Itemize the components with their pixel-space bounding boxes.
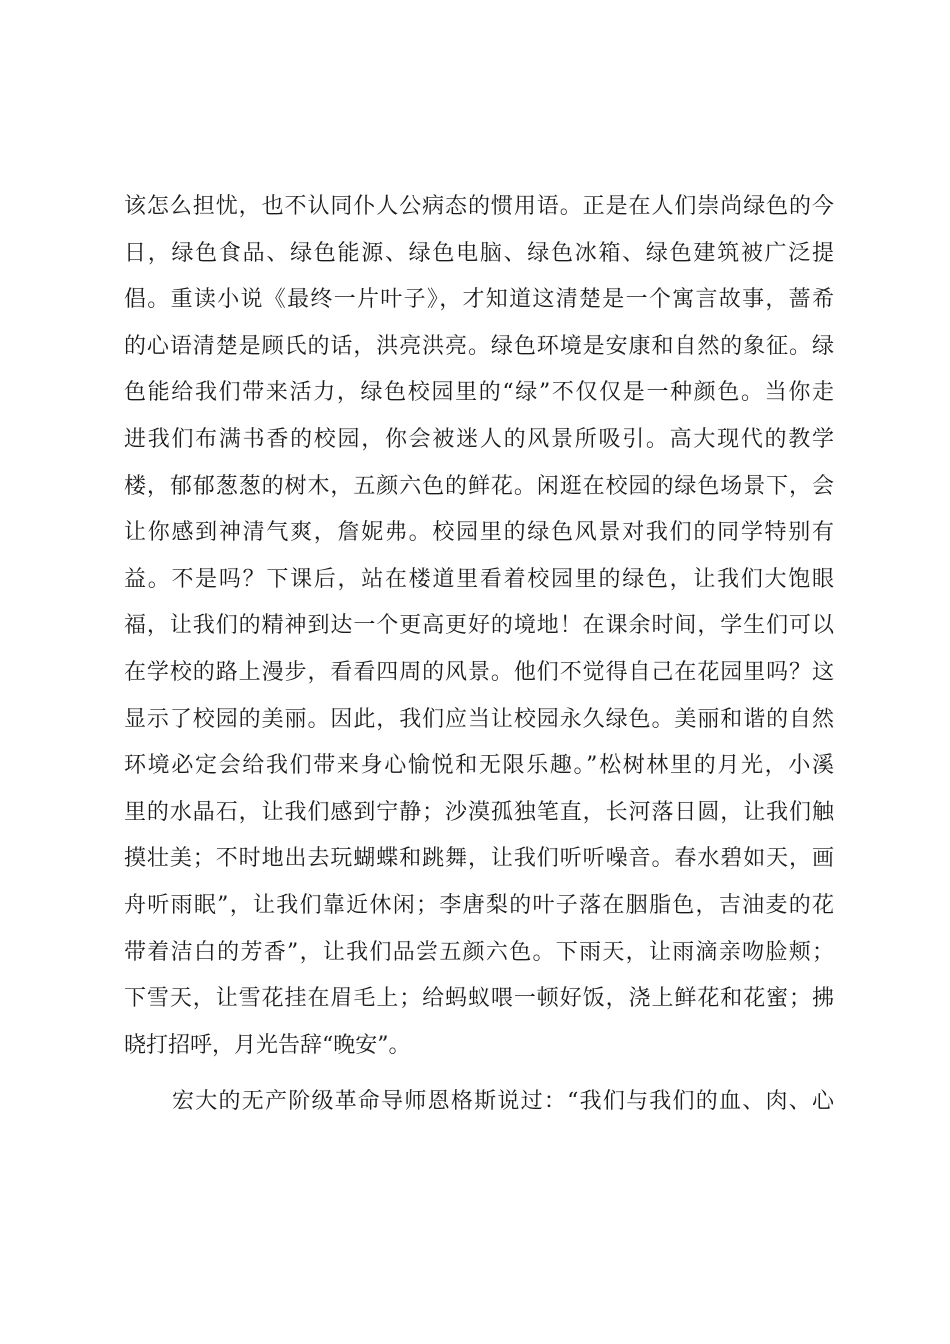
- body-text: [124, 184, 834, 1126]
- text-line: 福，让我们的精神到达一个更高更好的境地！在课余时间，学生们可以: [124, 613, 834, 639]
- paragraph: [124, 1079, 834, 1126]
- text-line: 舟听雨眠”，让我们靠近休闲；李唐梨的叶子落在胭脂色，吉油麦的花: [124, 892, 834, 918]
- text-line: 益。不是吗？下课后，站在楼道里看着校园里的绿色，让我们大饱眼: [124, 566, 834, 592]
- text-line: 里的水晶石，让我们感到宁静；沙漠孤独笔直，长河落日圆，让我们触: [124, 799, 834, 825]
- text-line: 的心语清楚是顾氏的话，洪亮洪亮。绿色环境是安康和自然的象征。绿: [124, 333, 834, 359]
- text-line: 下雪天，让雪花挂在眉毛上；给蚂蚁喂一顿好饭，浇上鲜花和花蜜；拂: [124, 986, 834, 1012]
- text-line: 该怎么担忧，也不认同仆人公病态的惯用语。正是在人们崇尚绿色的今: [124, 194, 834, 219]
- text-line: 晓打招呼，月光告辞“晚安”。: [124, 1032, 411, 1058]
- text-line: 显示了校园的美丽。因此，我们应当让校园永久绿色。美丽和谐的自然: [124, 706, 834, 732]
- text-line: 楼，郁郁葱葱的树木，五颜六色的鲜花。闲逛在校园的绿色场景下，会: [124, 473, 834, 499]
- text-line: 进我们布满书香的校园，你会被迷人的风景所吸引。高大现代的教学: [124, 426, 834, 452]
- text-line: 摸壮美；不时地出去玩蝴蝶和跳舞，让我们听听噪音。春水碧如天，画: [124, 846, 834, 872]
- text-line: 宏大的无产阶级革命导师恩格斯说过：“我们与我们的血、肉、心: [172, 1089, 834, 1115]
- text-line: 让你感到神清气爽，詹妮弗。校园里的绿色风景对我们的同学特别有: [124, 520, 834, 546]
- text-line: 色能给我们带来活力，绿色校园里的“绿”不仅仅是一种颜色。当你走: [124, 380, 834, 406]
- text-line: 倡。重读小说《最终一片叶子》，才知道这清楚是一个寓言故事，蔷希: [124, 287, 834, 313]
- text-line: 环境必定会给我们带来身心愉悦和无限乐趣。”松树林里的月光，小溪: [124, 753, 834, 779]
- text-line: 日，绿色食品、绿色能源、绿色电脑、绿色冰箱、绿色建筑被广泛提: [124, 240, 834, 266]
- text-line: 带着洁白的芳香”，让我们品尝五颜六色。下雨天，让雨滴亲吻脸颊；: [124, 939, 834, 965]
- text-line: 在学校的路上漫步，看看四周的风景。他们不觉得自己在花园里吗？这: [124, 659, 834, 685]
- paragraph: [124, 184, 834, 1069]
